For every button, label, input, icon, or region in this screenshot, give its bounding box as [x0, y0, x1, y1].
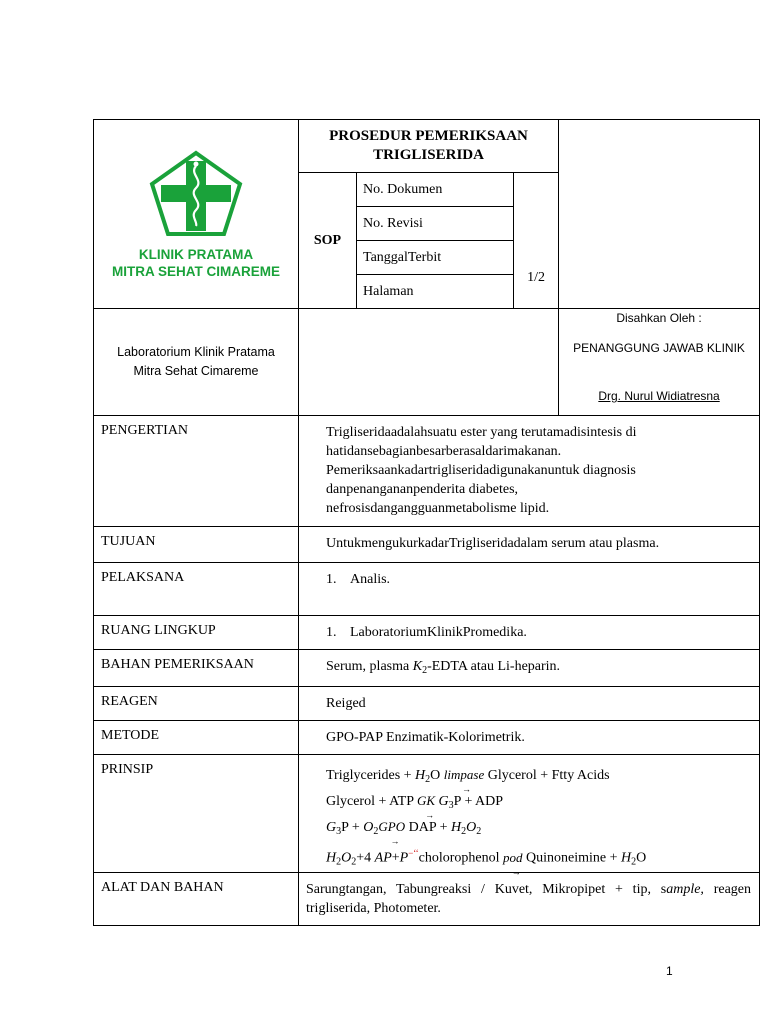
reaction-1: Triglycerides + $H_2O$ limpase → Glycerol + Ftty Acids [326, 767, 610, 794]
issue-date-label: TanggalTerbit [357, 241, 514, 275]
prinsip-label: PRINSIP [94, 755, 299, 873]
reaction-4: $H_2O_2+4$ AP+P−‘‘cholorophenol pod → Quinoneimine + $H_2O$ [326, 848, 647, 877]
approval-block [559, 309, 760, 416]
doc-number-label: No. Dokumen [357, 173, 514, 207]
clinic-logo-icon [146, 148, 246, 240]
reagen-label: REAGEN [94, 687, 299, 721]
prinsip-formulas [299, 755, 760, 877]
tujuan-label: TUJUAN [94, 527, 299, 563]
alat-label: ALAT DAN BAHAN [94, 873, 299, 926]
document-title: PROSEDUR PEMERIKSAAN TRIGLISERIDA [299, 120, 559, 173]
sop-label: SOP [299, 173, 357, 309]
pelaksana-label: PELAKSANA [94, 563, 299, 616]
alat-text: Sarungtangan, Tabungreaksi / Kuvet, Mikropipet + tip, sample, reagen trigliserida, Photometer. [299, 873, 760, 926]
pengertian-text: Trigliseridaadalahsuatu ester yang terutamadisintesis di hatidansebagianbesarberasaldarimakanan. Pemeriksaankadartrigliseridadigunakanuntuk diagnosis danpenangananpenderita diabetes, nefrosisdangangguanmetabolisme lipid. [299, 416, 760, 527]
page-value: 1/2 [514, 173, 559, 309]
logo-cell [94, 120, 299, 309]
bahan-label: BAHAN PEMERIKSAAN [94, 650, 299, 687]
approver-name: Drg. Nurul Widiatresna [598, 389, 720, 403]
ruang-lingkup-text: 1. LaboratoriumKlinikPromedika. [299, 616, 760, 650]
metode-label: METODE [94, 721, 299, 755]
reaction-3: $G_3P + O_2GPO$ → DAP + $H_2O_2$ [326, 819, 482, 846]
bahan-text: Serum, plasma $K_2$-EDTA atau Li-heparin. [299, 650, 760, 687]
page-number: 1 [666, 964, 673, 978]
metode-text: GPO-PAP Enzimatik-Kolorimetrik. [299, 721, 760, 755]
blank-approval-cell [299, 309, 559, 416]
reaction-2: Glycerol + ATP GK → $G_3P$ + ADP [326, 793, 504, 820]
revision-label: No. Revisi [357, 207, 514, 241]
lab-name: Laboratorium Klinik Pratama Mitra Sehat Cimareme [94, 309, 299, 416]
approved-by-label: Disahkan Oleh : [616, 311, 702, 325]
approver-title: PENANGGUNG JAWAB KLINIK [573, 341, 745, 355]
pelaksana-text: 1. Analis. [299, 563, 760, 616]
ruang-lingkup-label: RUANG LINGKUP [94, 616, 299, 650]
logo-line-1: KLINIK PRATAMA [138, 247, 254, 262]
sop-table [93, 119, 760, 926]
tujuan-text: UntukmengukurkadarTrigliseridadalam serum atau plasma. [299, 527, 760, 563]
reagen-text: Reiged [299, 687, 760, 721]
blank-header-cell [559, 120, 760, 309]
logo-line-2: MITRA SEHAT CIMAREME [112, 264, 280, 279]
page-label: Halaman [357, 275, 514, 309]
pengertian-label: PENGERTIAN [94, 416, 299, 527]
